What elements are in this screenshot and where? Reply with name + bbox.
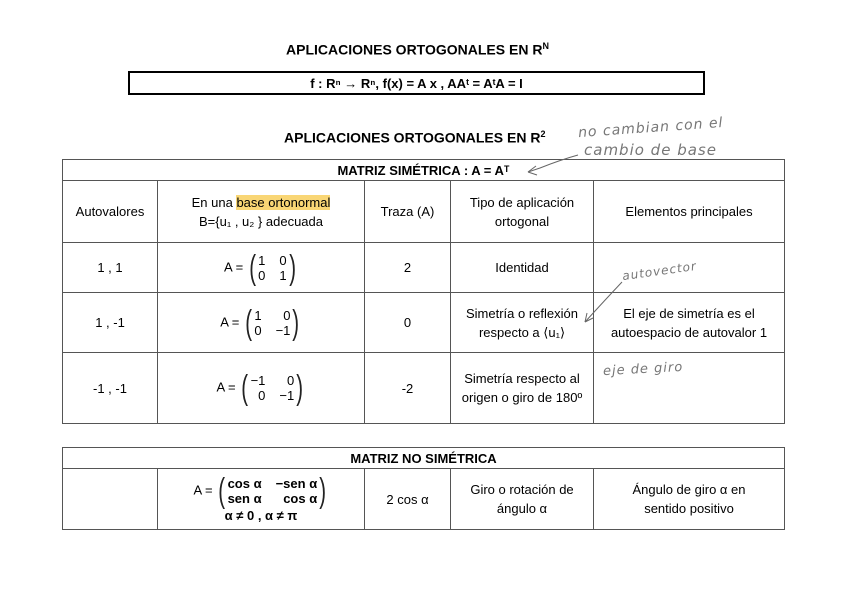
row1-traza: 2 <box>403 260 412 275</box>
row3-matrix: A = ( −1 0 0 −1 ) <box>216 369 304 407</box>
row2-elementos: El eje de simetría es el autoespacio de autovalor 1 <box>610 305 768 340</box>
row2-matrix: A = ( 1 0 0 −1 ) <box>220 303 300 342</box>
col-header-tipo: Tipo de aplicación ortogonal <box>469 194 575 229</box>
handwritten-note-line2: cambio de base <box>584 141 717 159</box>
col-header-autovalores: Autovalores <box>75 204 145 219</box>
row3-autovalores: -1 , -1 <box>93 380 127 396</box>
row2-traza: 0 <box>403 315 412 330</box>
main-title: APLICACIONES ORTOGONALES EN $R^N$ <box>286 41 549 58</box>
nonsym-matrix: A = ( cos α −sen α sen α cos α ) α ≠ 0 , α ≠ π <box>193 472 327 523</box>
row1-tipo: Identidad <box>495 260 549 275</box>
nonsym-traza: 2 cos α <box>386 491 429 507</box>
symmetric-table-header: MATRIZ SIMÉTRICA : A = Aᵀ <box>337 162 510 178</box>
row2-autovalores: 1 , -1 <box>95 315 125 330</box>
handwritten-note-line1: no cambian con el <box>577 114 724 142</box>
nonsym-tipo: Giro o rotación de ángulo α <box>470 482 574 516</box>
col-header-elementos: Elementos principales <box>625 204 753 219</box>
row2-tipo: Simetría o reflexión respecto a ⟨u₁⟩ <box>466 305 578 340</box>
highlighted-text: base ortonormal <box>236 194 331 210</box>
row1-matrix: A = ( 1 0 0 1 ) <box>224 248 296 287</box>
row3-tipo: Simetría respecto al origen o giro de 180º <box>461 371 583 405</box>
section-title-r2: APLICACIONES ORTOGONALES EN $R^2$ <box>284 129 546 146</box>
formula-text: f : Rⁿ → Rⁿ, f(x) = A x , AAᵗ = AᵗA = I <box>310 75 523 91</box>
row3-traza: -2 <box>401 380 414 396</box>
nonsym-condition: α ≠ 0 , α ≠ π <box>224 508 298 523</box>
row1-autovalores: 1 , 1 <box>97 260 123 275</box>
handwritten-autovector: autovector <box>621 258 698 284</box>
nonsymmetric-table-header: MATRIZ NO SIMÉTRICA <box>350 450 497 466</box>
col-header-base: En una base ortonormal B={u₁ , u₂ } adecuada <box>191 194 331 229</box>
col-header-traza: Traza (A) <box>380 204 435 219</box>
nonsym-elementos: Ángulo de giro α en sentido positivo <box>632 482 746 516</box>
handwritten-eje-de-giro: eje de giro <box>602 359 684 380</box>
